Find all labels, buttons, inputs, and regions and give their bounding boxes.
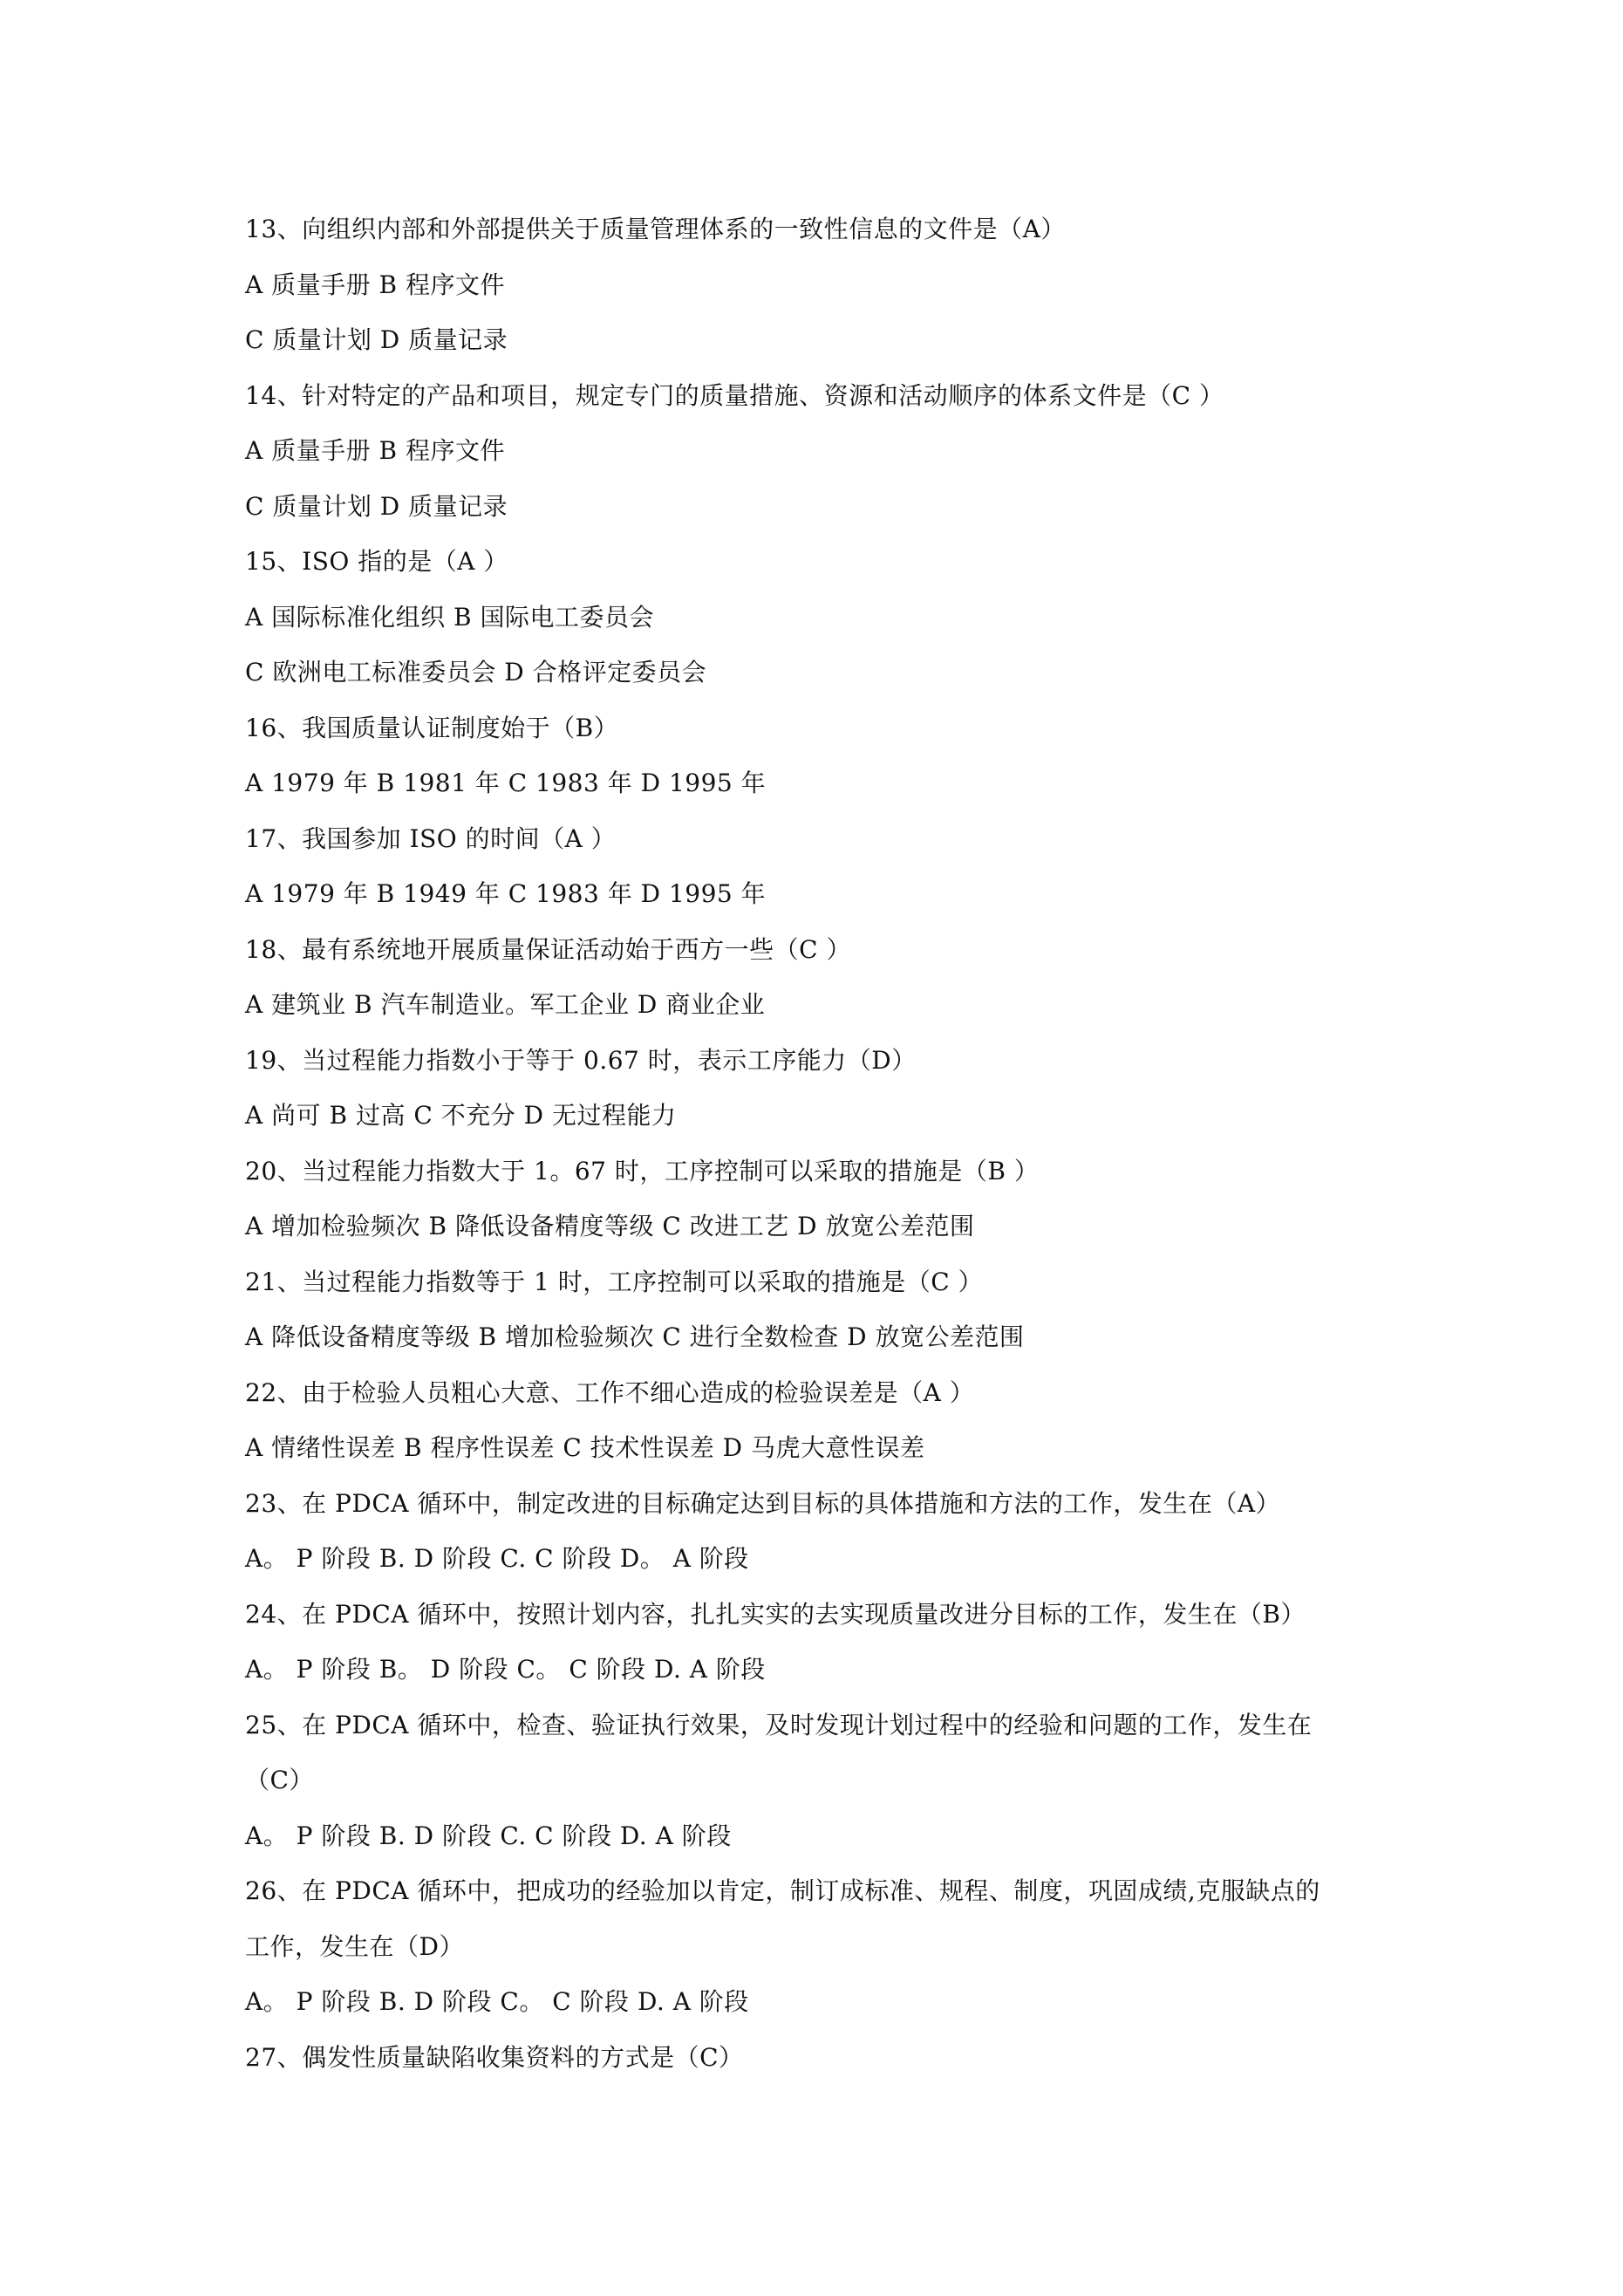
question-16: 16、我国质量认证制度始于（B） [245,713,619,742]
options-24: A。 P 阶段 B。 D 阶段 C。 C 阶段 D. A 阶段 [245,1655,766,1684]
options-14-cd: C 质量计划 D 质量记录 [245,491,508,521]
question-19: 19、当过程能力指数小于等于 0.67 时，表示工序能力（D） [245,1045,917,1075]
options-21: A 降低设备精度等级 B 增加检验频次 C 进行全数检查 D 放宽公差范围 [245,1322,1025,1351]
options-25: A。 P 阶段 B. D 阶段 C. C 阶段 D. A 阶段 [245,1821,732,1850]
question-22: 22、由于检验人员粗心大意、工作不细心造成的检验误差是（A ） [245,1377,975,1407]
question-14: 14、针对特定的产品和项目，规定专门的质量措施、资源和活动顺序的体系文件是（C ） [245,380,1224,410]
options-20: A 增加检验频次 B 降低设备精度等级 C 改进工艺 D 放宽公差范围 [245,1212,975,1240]
options-22: A 情绪性误差 B 程序性误差 C 技术性误差 D 马虎大意性误差 [245,1433,925,1462]
question-23: 23、在 PDCA 循环中，制定改进的目标确定达到目标的具体措施和方法的工作，发生在（A） [245,1488,1281,1518]
question-24: 24、在 PDCA 循环中，按照计划内容，扎扎实实的去实现质量改进分目标的工作，发生在（B） [245,1599,1306,1629]
question-17: 17、我国参加 ISO 的时间（A ） [245,823,617,853]
options-13-cd: C 质量计划 D 质量记录 [245,325,508,354]
question-26: 26、在 PDCA 循环中，把成功的经验加以肯定，制订成标准、规程、制度，巩固成绩,克服缺点的 [245,1876,1320,1905]
options-16: A 1979 年 B 1981 年 C 1983 年 D 1995 年 [245,769,767,797]
options-23: A。 P 阶段 B. D 阶段 C. C 阶段 D。 A 阶段 [245,1544,749,1573]
question-25: 25、在 PDCA 循环中，检查、验证执行效果，及时发现计划过程中的经验和问题的工作，发生在 [245,1710,1313,1739]
document-body [245,206,1396,2089]
question-15: 15、ISO 指的是（A ） [245,547,508,576]
question-25-continued: （C） [245,1766,314,1794]
options-17: A 1979 年 B 1949 年 C 1983 年 D 1995 年 [245,879,767,908]
question-20: 20、当过程能力指数大于 1。67 时，工序控制可以采取的措施是（B ） [245,1156,1040,1186]
options-13-ab: A 质量手册 B 程序文件 [245,270,505,299]
question-26-continued: 工作，发生在（D） [245,1931,464,1961]
options-15-ab: A 国际标准化组织 B 国际电工委员会 [245,602,654,632]
options-19: A 尚可 B 过高 C 不充分 D 无过程能力 [245,1101,677,1130]
options-14-ab: A 质量手册 B 程序文件 [245,436,505,465]
options-26: A。 P 阶段 B. D 阶段 C。 C 阶段 D. A 阶段 [245,1987,749,2016]
question-27: 27、偶发性质量缺陷收集资料的方式是（C） [245,2042,744,2072]
question-13: 13、向组织内部和外部提供关于质量管理体系的一致性信息的文件是（A） [245,215,1066,243]
options-15-cd: C 欧洲电工标准委员会 D 合格评定委员会 [245,658,707,687]
question-21: 21、当过程能力指数等于 1 时，工序控制可以采取的措施是（C ） [245,1267,984,1296]
question-18: 18、最有系统地开展质量保证活动始于西方一些（C ） [245,934,851,964]
options-18: A 建筑业 B 汽车制造业。军工企业 D 商业企业 [245,990,766,1019]
